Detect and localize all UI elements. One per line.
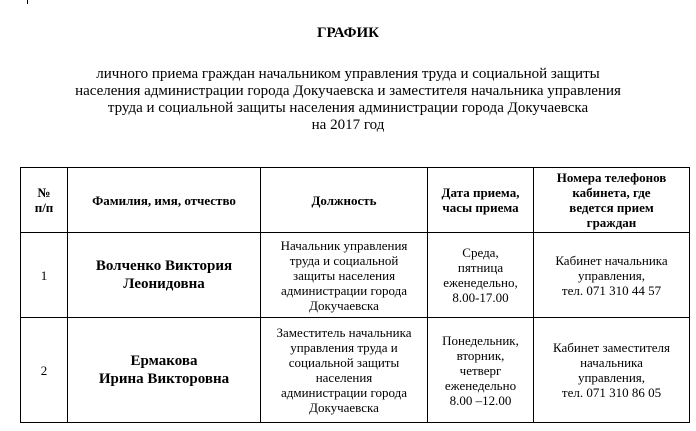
subtitle-line: труда и социальной защиты населения администрации города Докучаевска <box>107 100 589 116</box>
row-num: 1 <box>21 233 68 318</box>
subtitle-line: на 2017 год <box>311 117 385 133</box>
table-row <box>21 318 690 423</box>
table-row <box>21 233 690 318</box>
header-num: № п/п <box>21 168 68 233</box>
row-position: Заместитель начальника управления труда и социальной защиты населения администрации города Докучаевска <box>261 318 428 423</box>
header-name: Фамилия, имя, отчество <box>68 168 261 233</box>
row-phone: Кабинет заместителя начальника управления, тел. 071 310 86 05 <box>534 318 690 423</box>
header-position: Должность <box>261 168 428 233</box>
table-header-row <box>21 168 690 233</box>
row-position: Начальник управления труда и социальной защиты населения администрации города Докучаевска <box>261 233 428 318</box>
page-corner-mark <box>27 0 28 4</box>
row-num: 2 <box>21 318 68 423</box>
subtitle-line: личного приема граждан начальником управления труда и социальной защиты <box>96 66 600 82</box>
reception-schedule-table <box>20 167 690 423</box>
row-phone: Кабинет начальника управления, тел. 071 310 44 57 <box>534 233 690 318</box>
document-title: ГРАФИК <box>316 25 380 41</box>
row-person-name: Ермакова Ирина Викторовна <box>68 318 261 423</box>
subtitle-line: населения администрации города Докучаевска и заместителя начальника управления <box>75 83 621 99</box>
row-reception-date: Среда, пятница еженедельно, 8.00-17.00 <box>428 233 534 318</box>
row-person-name: Волченко Виктория Леонидовна <box>68 233 261 318</box>
header-date: Дата приема, часы приема <box>428 168 534 233</box>
document-subtitle <box>0 66 696 134</box>
header-phone: Номера телефонов кабинета, где ведется прием граждан <box>534 168 690 233</box>
row-reception-date: Понедельник, вторник, четверг еженедельно 8.00 –12.00 <box>428 318 534 423</box>
